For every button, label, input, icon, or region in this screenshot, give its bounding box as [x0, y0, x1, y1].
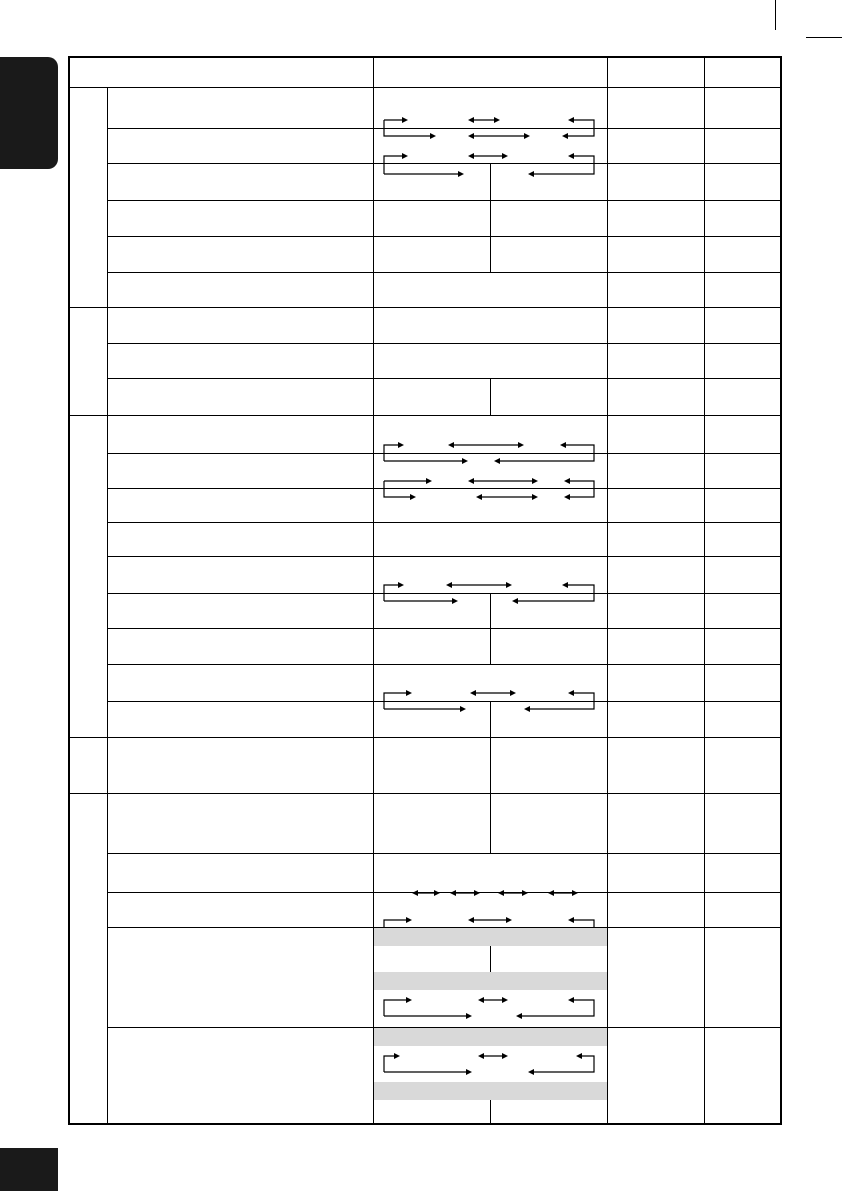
page-cell	[704, 236, 781, 272]
item-cell	[107, 200, 373, 236]
group-label-cell	[69, 737, 107, 793]
settings-cell	[373, 236, 607, 272]
item-cell	[107, 128, 373, 163]
page-number-tab	[0, 1148, 58, 1191]
default-cell	[607, 415, 704, 453]
table-row	[69, 593, 781, 628]
shaded-band	[374, 928, 607, 946]
item-cell	[107, 378, 373, 415]
page-cell	[704, 892, 781, 927]
shaded-band	[374, 1082, 607, 1100]
default-cell	[607, 593, 704, 628]
header-cell-page	[704, 57, 781, 87]
table-row	[69, 488, 781, 522]
default-cell	[607, 200, 704, 236]
page-cell	[704, 415, 781, 453]
table-row	[69, 628, 781, 664]
item-cell	[107, 593, 373, 628]
settings-cell	[373, 793, 607, 853]
default-cell	[607, 556, 704, 593]
item-cell	[107, 87, 373, 128]
page-cell	[704, 556, 781, 593]
settings-cell	[373, 488, 607, 522]
settings-cell	[373, 343, 607, 378]
table-row	[69, 128, 781, 163]
settings-cell	[373, 87, 607, 128]
settings-cell	[373, 307, 607, 343]
group-label-cell	[69, 415, 107, 737]
table-row	[69, 556, 781, 593]
default-cell	[607, 701, 704, 737]
table-row	[69, 343, 781, 378]
item-cell	[107, 343, 373, 378]
item-cell	[107, 701, 373, 737]
shaded-band	[374, 972, 607, 990]
page-cell	[704, 488, 781, 522]
table-row	[69, 927, 781, 1027]
settings-cell	[373, 853, 607, 892]
table-row	[69, 793, 781, 853]
page-cell	[704, 378, 781, 415]
table-row	[69, 892, 781, 927]
settings-cell	[373, 522, 607, 556]
header-cell-settings	[373, 57, 607, 87]
table-row	[69, 163, 781, 200]
page-cell	[704, 453, 781, 488]
default-cell	[607, 378, 704, 415]
settings-cell	[373, 200, 607, 236]
default-cell	[607, 307, 704, 343]
item-cell	[107, 415, 373, 453]
table-row	[69, 87, 781, 128]
header-cell-item	[69, 57, 373, 87]
page-cell	[704, 664, 781, 701]
item-cell	[107, 927, 373, 1027]
table-row	[69, 853, 781, 892]
settings-cell	[373, 163, 607, 200]
cycle-diagram	[374, 990, 608, 1027]
page-cell	[704, 628, 781, 664]
crop-mark-top-vertical	[775, 0, 776, 30]
item-cell	[107, 488, 373, 522]
item-cell	[107, 853, 373, 892]
table-row	[69, 664, 781, 701]
default-cell	[607, 793, 704, 853]
page-cell	[704, 1027, 781, 1124]
item-cell	[107, 307, 373, 343]
item-cell	[107, 664, 373, 701]
group-label-cell	[69, 87, 107, 307]
settings-cell	[373, 628, 607, 664]
settings-cell	[373, 453, 607, 488]
default-cell	[607, 87, 704, 128]
page-cell	[704, 87, 781, 128]
page-cell	[704, 200, 781, 236]
table-row	[69, 1027, 781, 1124]
table-row	[69, 737, 781, 793]
page-cell	[704, 593, 781, 628]
page-cell	[704, 853, 781, 892]
default-cell	[607, 163, 704, 200]
table-row	[69, 307, 781, 343]
item-cell	[107, 522, 373, 556]
item-cell	[107, 1027, 373, 1124]
table-row	[69, 415, 781, 453]
page-cell	[704, 737, 781, 793]
default-cell	[607, 892, 704, 927]
settings-cell	[373, 927, 607, 1027]
language-tab	[0, 57, 58, 169]
settings-cell	[373, 737, 607, 793]
table-row	[69, 701, 781, 737]
settings-cell	[373, 1027, 607, 1124]
page-cell	[704, 272, 781, 307]
shaded-band	[374, 1028, 607, 1046]
page-cell	[704, 927, 781, 1027]
item-cell	[107, 163, 373, 200]
item-cell	[107, 628, 373, 664]
settings-cell	[373, 892, 607, 927]
settings-cell	[373, 378, 607, 415]
group-label-cell	[69, 793, 107, 1124]
table-row	[69, 200, 781, 236]
table-row	[69, 522, 781, 556]
crop-mark-right-horizontal	[806, 37, 842, 38]
default-cell	[607, 737, 704, 793]
default-cell	[607, 853, 704, 892]
default-cell	[607, 1027, 704, 1124]
page-cell	[704, 793, 781, 853]
settings-cell	[373, 556, 607, 593]
default-cell	[607, 628, 704, 664]
item-cell	[107, 272, 373, 307]
item-cell	[107, 453, 373, 488]
page-cell	[704, 307, 781, 343]
default-cell	[607, 343, 704, 378]
settings-cell	[373, 593, 607, 628]
default-cell	[607, 664, 704, 701]
settings-cell	[373, 664, 607, 701]
settings-cell	[373, 128, 607, 163]
default-cell	[607, 522, 704, 556]
cycle-diagram	[374, 1046, 608, 1082]
page-cell	[704, 128, 781, 163]
table-row	[69, 236, 781, 272]
settings-cell	[373, 415, 607, 453]
default-cell	[607, 488, 704, 522]
page-cell	[704, 522, 781, 556]
table-row	[69, 453, 781, 488]
default-cell	[607, 272, 704, 307]
table-header-row	[69, 57, 781, 87]
settings-cell	[373, 701, 607, 737]
item-cell	[107, 236, 373, 272]
header-cell-default	[607, 57, 704, 87]
item-cell	[107, 737, 373, 793]
group-label-cell	[69, 307, 107, 415]
item-cell	[107, 793, 373, 853]
table-row	[69, 272, 781, 307]
page-cell	[704, 343, 781, 378]
settings-cell	[373, 272, 607, 307]
default-cell	[607, 236, 704, 272]
default-cell	[607, 128, 704, 163]
item-cell	[107, 556, 373, 593]
item-cell	[107, 892, 373, 927]
default-cell	[607, 453, 704, 488]
default-cell	[607, 927, 704, 1027]
table-row	[69, 378, 781, 415]
page-cell	[704, 163, 781, 200]
settings-table	[68, 56, 782, 1125]
page-cell	[704, 701, 781, 737]
